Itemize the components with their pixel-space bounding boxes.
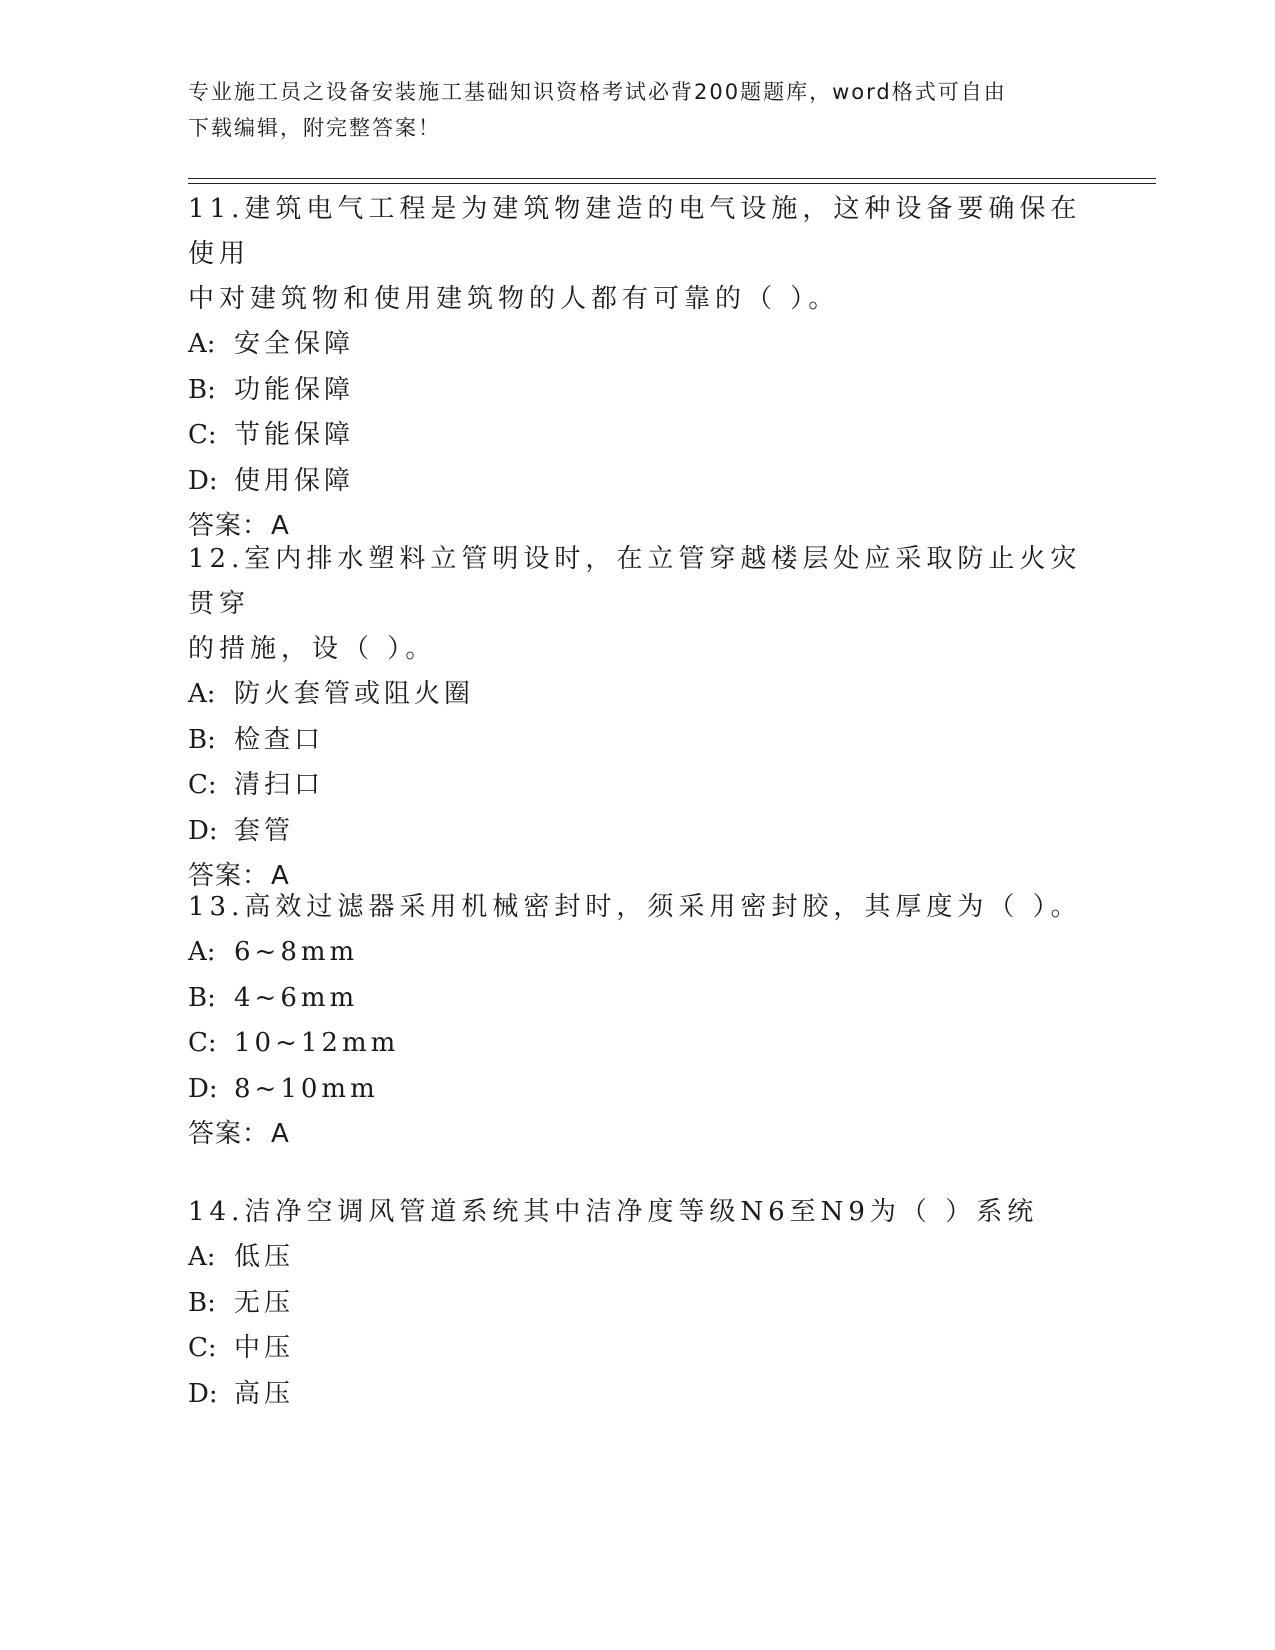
option-text: 无压	[234, 1287, 295, 1318]
option-text: 功能保障	[234, 374, 355, 405]
question-text-line: 14.洁净空调风管道系统其中洁净度等级N6至N9为（ ）系统	[188, 1197, 1039, 1227]
option-c	[188, 1326, 1088, 1372]
option-text: 4~6mm	[234, 982, 359, 1013]
option-letter: C:	[188, 770, 217, 800]
option-a	[188, 930, 1088, 976]
option-letter: B:	[188, 1287, 216, 1318]
option-text: 中压	[234, 1333, 295, 1363]
option-d	[188, 809, 1088, 855]
option-text: 防火套管或阻火圈	[234, 679, 475, 709]
answer-value: A	[271, 1119, 290, 1149]
question-14	[188, 1190, 1088, 1417]
question-13	[188, 885, 1088, 1157]
question-text-line: 的措施，设（ ）。	[188, 634, 437, 664]
option-letter: D:	[188, 1378, 218, 1409]
option-d	[188, 1372, 1088, 1418]
option-c	[188, 763, 1088, 809]
answer-label: 答案：	[188, 861, 270, 891]
header-divider-bottom	[188, 183, 1156, 184]
option-text: 检查口	[234, 724, 325, 755]
answer-label: 答案：	[188, 511, 270, 541]
option-letter: D:	[188, 815, 218, 846]
option-letter: C:	[188, 420, 217, 450]
option-c	[188, 413, 1088, 459]
header-divider-top	[188, 178, 1156, 179]
option-letter: C:	[188, 1333, 217, 1363]
option-text: 套管	[234, 815, 295, 846]
option-text: 清扫口	[234, 770, 325, 800]
answer-value: A	[271, 511, 290, 541]
option-text: 低压	[234, 1242, 295, 1272]
answer-value: A	[271, 861, 290, 891]
option-a	[188, 672, 1088, 718]
option-letter: D:	[188, 1073, 218, 1104]
option-text: 使用保障	[234, 465, 355, 496]
option-letter: B:	[188, 982, 216, 1013]
option-b	[188, 368, 1088, 414]
question-text-line: 中对建筑物和使用建筑物的人都有可靠的（ ）。	[188, 284, 840, 314]
option-letter: B:	[188, 374, 216, 405]
document-header	[188, 74, 1068, 146]
option-d	[188, 1067, 1088, 1113]
option-letter: B:	[188, 724, 216, 755]
option-b	[188, 976, 1088, 1022]
question-text-line: 13.高效过滤器采用机械密封时，须采用密封胶，其厚度为（ ）。	[188, 892, 1082, 922]
option-text: 6~8mm	[234, 937, 359, 967]
option-letter: A:	[188, 937, 216, 967]
option-letter: A:	[188, 679, 216, 709]
option-text: 10~12mm	[234, 1028, 400, 1058]
option-text: 高压	[234, 1378, 295, 1409]
option-b	[188, 1281, 1088, 1327]
option-b	[188, 718, 1088, 764]
answer-line	[188, 1112, 1088, 1157]
option-text: 节能保障	[234, 420, 355, 450]
option-a	[188, 1235, 1088, 1281]
option-text: 安全保障	[234, 329, 355, 359]
option-letter: C:	[188, 1028, 217, 1058]
question-text-line: 11.建筑电气工程是为建筑物建造的电气设施，这种设备要确保在使用	[188, 194, 1082, 269]
question-11	[188, 187, 1088, 549]
question-text-line: 12.室内排水塑料立管明设时，在立管穿越楼层处应采取防止火灾贯穿	[188, 544, 1082, 619]
header-line-2: 下载编辑，附完整答案！	[188, 116, 441, 140]
option-letter: D:	[188, 465, 218, 496]
header-line-1: 专业施工员之设备安装施工基础知识资格考试必背200题题库，word格式可自由	[188, 80, 1007, 104]
option-text: 8~10mm	[234, 1073, 379, 1104]
option-c	[188, 1021, 1088, 1067]
answer-label: 答案：	[188, 1119, 270, 1149]
option-d	[188, 459, 1088, 505]
option-a	[188, 322, 1088, 368]
question-12	[188, 537, 1088, 899]
option-letter: A:	[188, 329, 216, 359]
option-letter: A:	[188, 1242, 216, 1272]
